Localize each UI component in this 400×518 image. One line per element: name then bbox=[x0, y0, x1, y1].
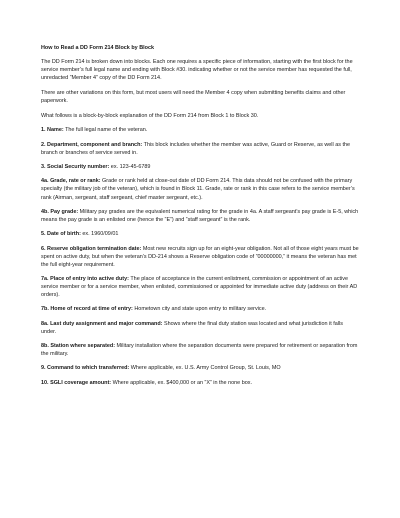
block-item-4a bbox=[41, 177, 359, 201]
block-text: This block includes whether the member was active, Guard or Reserve, as well as the branch or branches of service served in. bbox=[41, 141, 351, 156]
block-text: Where applicable, ex. U.S. Army Control Group, St. Louis, MO bbox=[129, 365, 281, 372]
block-text: ex. 1960/09/01 bbox=[80, 231, 119, 238]
block-item-8a bbox=[41, 320, 359, 336]
block-term: 8b. Station where separated: bbox=[41, 343, 116, 350]
block-text: Shows where the final duty station was located and what jurisdiction it falls under. bbox=[41, 320, 343, 335]
block-term: 5. Date of birth: bbox=[41, 231, 81, 238]
block-text: Hometown city and state upon entry to military service. bbox=[132, 306, 267, 313]
block-item-5 bbox=[41, 230, 359, 238]
block-item-9 bbox=[41, 364, 359, 372]
block-text: Military pay grades are the equivalent numerical rating for the grade in 4a. A staff sergeant’s pay grade is E-5, which means the pay grade is an enlisted one (hence the “E”) and “staff sergeant” is the rank. bbox=[41, 208, 359, 223]
block-term: 10. SGLI coverage amount: bbox=[41, 379, 112, 386]
block-term: 9. Command to which transferred: bbox=[41, 365, 130, 372]
block-text: Military installation where the separation documents were prepared for retirement or separation from the military. bbox=[41, 343, 358, 358]
block-term: 1. Name: bbox=[41, 127, 64, 134]
block-item-6 bbox=[41, 245, 359, 269]
block-item-7a bbox=[41, 275, 359, 299]
block-text: Grade or rank held at close-out date of DD Form 214. This data should not be confused with the primary specialty (the military job of the veteran), which is found in Block 11. Grade, rate or rank in this case refers to the service member’s rank (Airman, sergeant, staff sergeant, chief master sergeant, etc.). bbox=[41, 178, 355, 201]
block-text: The full legal name of the veteran. bbox=[63, 127, 148, 134]
block-item-7b bbox=[41, 305, 359, 313]
block-item-2 bbox=[41, 141, 359, 157]
block-text: Where applicable, ex. $400,000 or an “X” in the none box. bbox=[111, 379, 252, 386]
block-term: 8a. Last duty assignment and major command: bbox=[41, 320, 163, 327]
block-term: 6. Reserve obligation termination date: bbox=[41, 245, 142, 252]
block-text: ex. 123-45-6789 bbox=[109, 164, 151, 171]
block-text: Most new recruits sign up for an eight-year obligation. Not all of those eight years must be spent on active duty, but when the veteran’s DD-214 shows a Reserve obligation code of “00000000,” it means the veteran has met the full eight-year requirement. bbox=[41, 245, 359, 268]
block-text: The place of acceptance in the current enlistment, commission or appointment of an active service member or for a service member, when enlisted, commissioned or appointed for immediate active duty (address on their AD orders). bbox=[41, 275, 358, 299]
block-item-8b bbox=[41, 342, 359, 358]
block-item-3 bbox=[41, 163, 359, 171]
block-term: 4a. Grade, rate or rank: bbox=[41, 178, 101, 185]
block-term: 4b. Pay grade: bbox=[41, 208, 79, 215]
document-title: How to Read a DD Form 214 Block by Block bbox=[41, 45, 155, 51]
block-term: 2. Department, component and branch: bbox=[41, 141, 143, 148]
intro-paragraph-3: What follows is a block-by-block explanation of the DD Form 214 from Block 1 to Block 30. bbox=[41, 112, 259, 119]
block-item-1 bbox=[41, 126, 359, 134]
block-item-4b bbox=[41, 208, 359, 224]
intro-paragraph-2: There are other variations on this form, but most users will need the Member 4 copy when submitting benefits claims and other paperwork. bbox=[41, 89, 346, 105]
intro-paragraph-1: The DD Form 214 is broken down into blocks. Each one requires a specific piece of information, starting with the first block for the service member’s full legal name and ending with Block #30. indicating whether or not the service member has requested the full, unredacted “Member 4” copy of the DD Form 214. bbox=[41, 59, 353, 82]
block-term: 3. Social Security number: bbox=[41, 164, 110, 171]
block-term: 7a. Place of entry into active duty: bbox=[41, 275, 129, 282]
block-item-10 bbox=[41, 379, 359, 387]
block-term: 7b. Home of record at time of entry: bbox=[41, 306, 133, 313]
document-page bbox=[41, 44, 359, 393]
